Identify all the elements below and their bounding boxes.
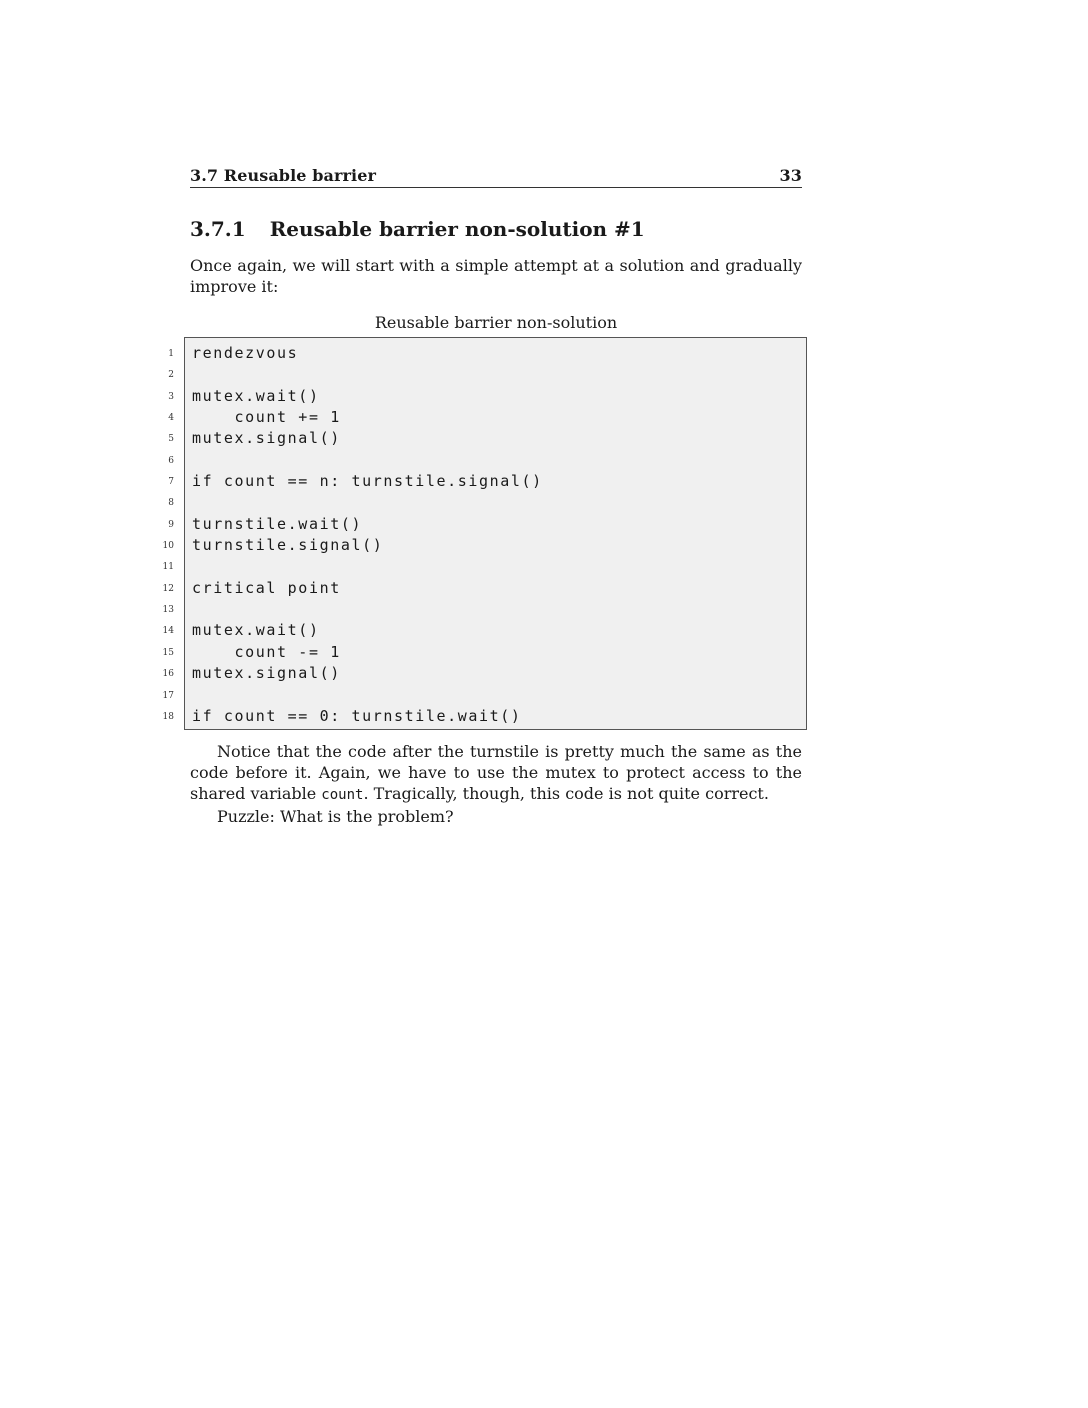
code-text: turnstile.wait() (192, 514, 363, 533)
code-line (185, 386, 806, 407)
running-header-section: 3.7 Reusable barrier (190, 166, 377, 185)
code-line (185, 364, 806, 385)
code-text: if count == 0: turnstile.wait() (192, 706, 522, 725)
line-number: 17 (162, 690, 174, 701)
line-number: 14 (162, 626, 174, 637)
code-line (185, 642, 806, 663)
line-number: 5 (168, 434, 174, 445)
line-number: 1 (168, 349, 174, 359)
puzzle-paragraph: Puzzle: What is the problem? (217, 807, 454, 826)
discussion (190, 741, 802, 827)
code-line (185, 578, 806, 599)
code-lines (185, 343, 806, 727)
code-line (185, 706, 806, 727)
code-line (185, 535, 806, 556)
code-line (185, 514, 806, 535)
line-number: 4 (168, 413, 174, 424)
line-number: 9 (168, 519, 174, 530)
line-number: 15 (162, 647, 174, 658)
discussion-paragraph (190, 741, 802, 806)
code-text: turnstile.signal() (192, 536, 384, 555)
line-number: 16 (162, 669, 174, 680)
line-number: 3 (168, 391, 174, 402)
code-line (185, 685, 806, 706)
code-line (185, 407, 806, 428)
code-text: mutex.wait() (192, 386, 320, 405)
listing-line-numbers (150, 342, 174, 726)
section-title: Reusable barrier non-solution #1 (269, 217, 645, 241)
page-number: 33 (779, 166, 802, 185)
running-header (190, 164, 802, 188)
line-number: 2 (168, 370, 174, 381)
line-number: 8 (168, 498, 174, 509)
discussion-text: Notice that the code after the turnstile is pretty much the same as the code before it. Again, we have to use the mutex to protect access to the shared variable (190, 742, 802, 803)
line-number: 7 (168, 477, 174, 488)
line-number: 6 (168, 455, 174, 466)
inline-code-count: count (321, 787, 364, 803)
code-line (185, 620, 806, 641)
code-line (185, 492, 806, 513)
code-text: if count == n: turnstile.signal() (192, 472, 543, 491)
line-number: 10 (162, 541, 174, 552)
code-line (185, 599, 806, 620)
code-text: count += 1 (192, 408, 341, 427)
code-line (185, 428, 806, 449)
code-text: rendezvous (192, 344, 299, 362)
line-number: 13 (162, 605, 174, 616)
code-text: critical point (192, 578, 341, 597)
line-number: 11 (162, 562, 174, 573)
code-line (185, 556, 806, 577)
line-number: 12 (162, 583, 174, 594)
section-heading (190, 217, 645, 241)
intro-paragraph: Once again, we will start with a simple attempt at a solution and gradually improve it: (190, 256, 802, 296)
code-line (185, 450, 806, 471)
code-line (185, 663, 806, 684)
code-text: mutex.wait() (192, 621, 320, 640)
code-listing (184, 337, 807, 730)
line-number: 18 (162, 711, 174, 722)
discussion-text-end: . Tragically, though, this code is not quite correct. (363, 784, 769, 803)
code-text: mutex.signal() (192, 664, 341, 683)
code-text: count -= 1 (192, 642, 341, 661)
section-number: 3.7.1 (190, 217, 246, 241)
listing-caption: Reusable barrier non-solution (374, 313, 618, 332)
code-line (185, 471, 806, 492)
code-text: mutex.signal() (192, 429, 341, 448)
code-line (185, 343, 806, 364)
